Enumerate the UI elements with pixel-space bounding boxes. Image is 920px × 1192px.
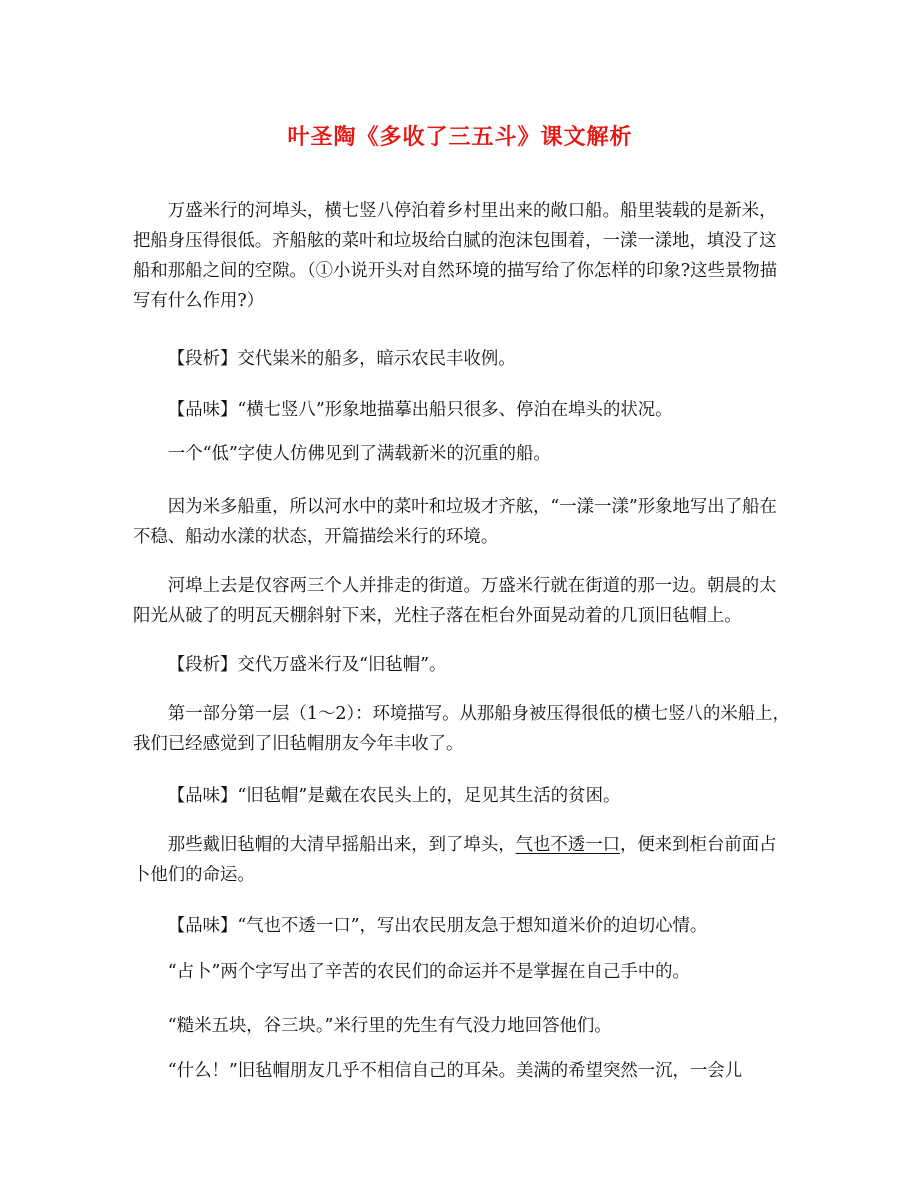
paragraph-note-ripple: 因为米多船重，所以河水中的菜叶和垃圾才齐舷，“一漾一漾”形象地写出了船在不稳、船动水漾的状态，开篇描绘米行的环境。 xyxy=(133,497,777,547)
underlined-phrase: 气也不透一口 xyxy=(515,835,620,855)
paragraph-note-divination: “占卜”两个字写出了辛苦的农民们的命运并不是掌握在自己手中的。 xyxy=(167,962,690,982)
paragraph-note-low: 一个“低”字使人仿佛见到了满载新米的沉重的船。 xyxy=(167,444,551,464)
fortune-text-end: ，便来到柜台前面占卜他们的命运。 xyxy=(133,835,777,885)
paragraph-appreciation-2: 【品味】“旧毡帽”是戴在农民头上的，足见其生活的贫困。 xyxy=(167,786,621,806)
paragraph-fortune xyxy=(133,830,793,890)
paragraph-price-reply: “糙米五块，谷三块。”米行里的先生有气没力地回答他们。 xyxy=(167,1016,612,1036)
paragraph-street: 河埠上去是仅容两三个人并排走的街道。万盛米行就在街道的那一边。朝晨的太阳光从破了的明瓦天棚斜射下来，光柱子落在柜台外面晃动着的几顶旧毡帽上。 xyxy=(133,576,777,626)
document-title: 叶圣陶《多收了三五斗》课文解析 xyxy=(287,124,633,150)
paragraph-disbelief: “什么！”旧毡帽朋友几乎不相信自己的耳朵。美满的希望突然一沉，一会儿 xyxy=(167,1061,743,1081)
paragraph-appreciation-1: 【品味】“横七竖八”形象地描摹出船只很多、停泊在埠头的状况。 xyxy=(167,400,673,420)
paragraph-opening: 万盛米行的河埠头，横七竖八停泊着乡村里出来的敞口船。船里装载的是新米，把船身压得很低。齐船舷的菜叶和垃圾给白腻的泡沫包围着，一漾一漾地，填没了这船和那船之间的空隙。（①小说开头对自然环境的描写给了你怎样的印象?这些景物描写有什么作用?） xyxy=(133,201,778,311)
paragraph-analysis-2: 【段析】交代万盛米行及“旧毡帽”。 xyxy=(167,655,447,675)
paragraph-analysis-1: 【段析】交代粜米的船多，暗示农民丰收例。 xyxy=(167,349,516,369)
paragraph-part-one: 第一部分第一层（1～2）：环境描写。从那船身被压得很低的横七竖八的米船上，我们已经感觉到了旧毡帽朋友今年丰收了。 xyxy=(133,704,790,754)
paragraph-appreciation-3: 【品味】“气也不透一口”，写出农民朋友急于想知道米价的迫切心情。 xyxy=(167,916,708,936)
fortune-text-start: 那些戴旧毡帽的大清早摇船出来，到了埠头， xyxy=(167,835,516,855)
